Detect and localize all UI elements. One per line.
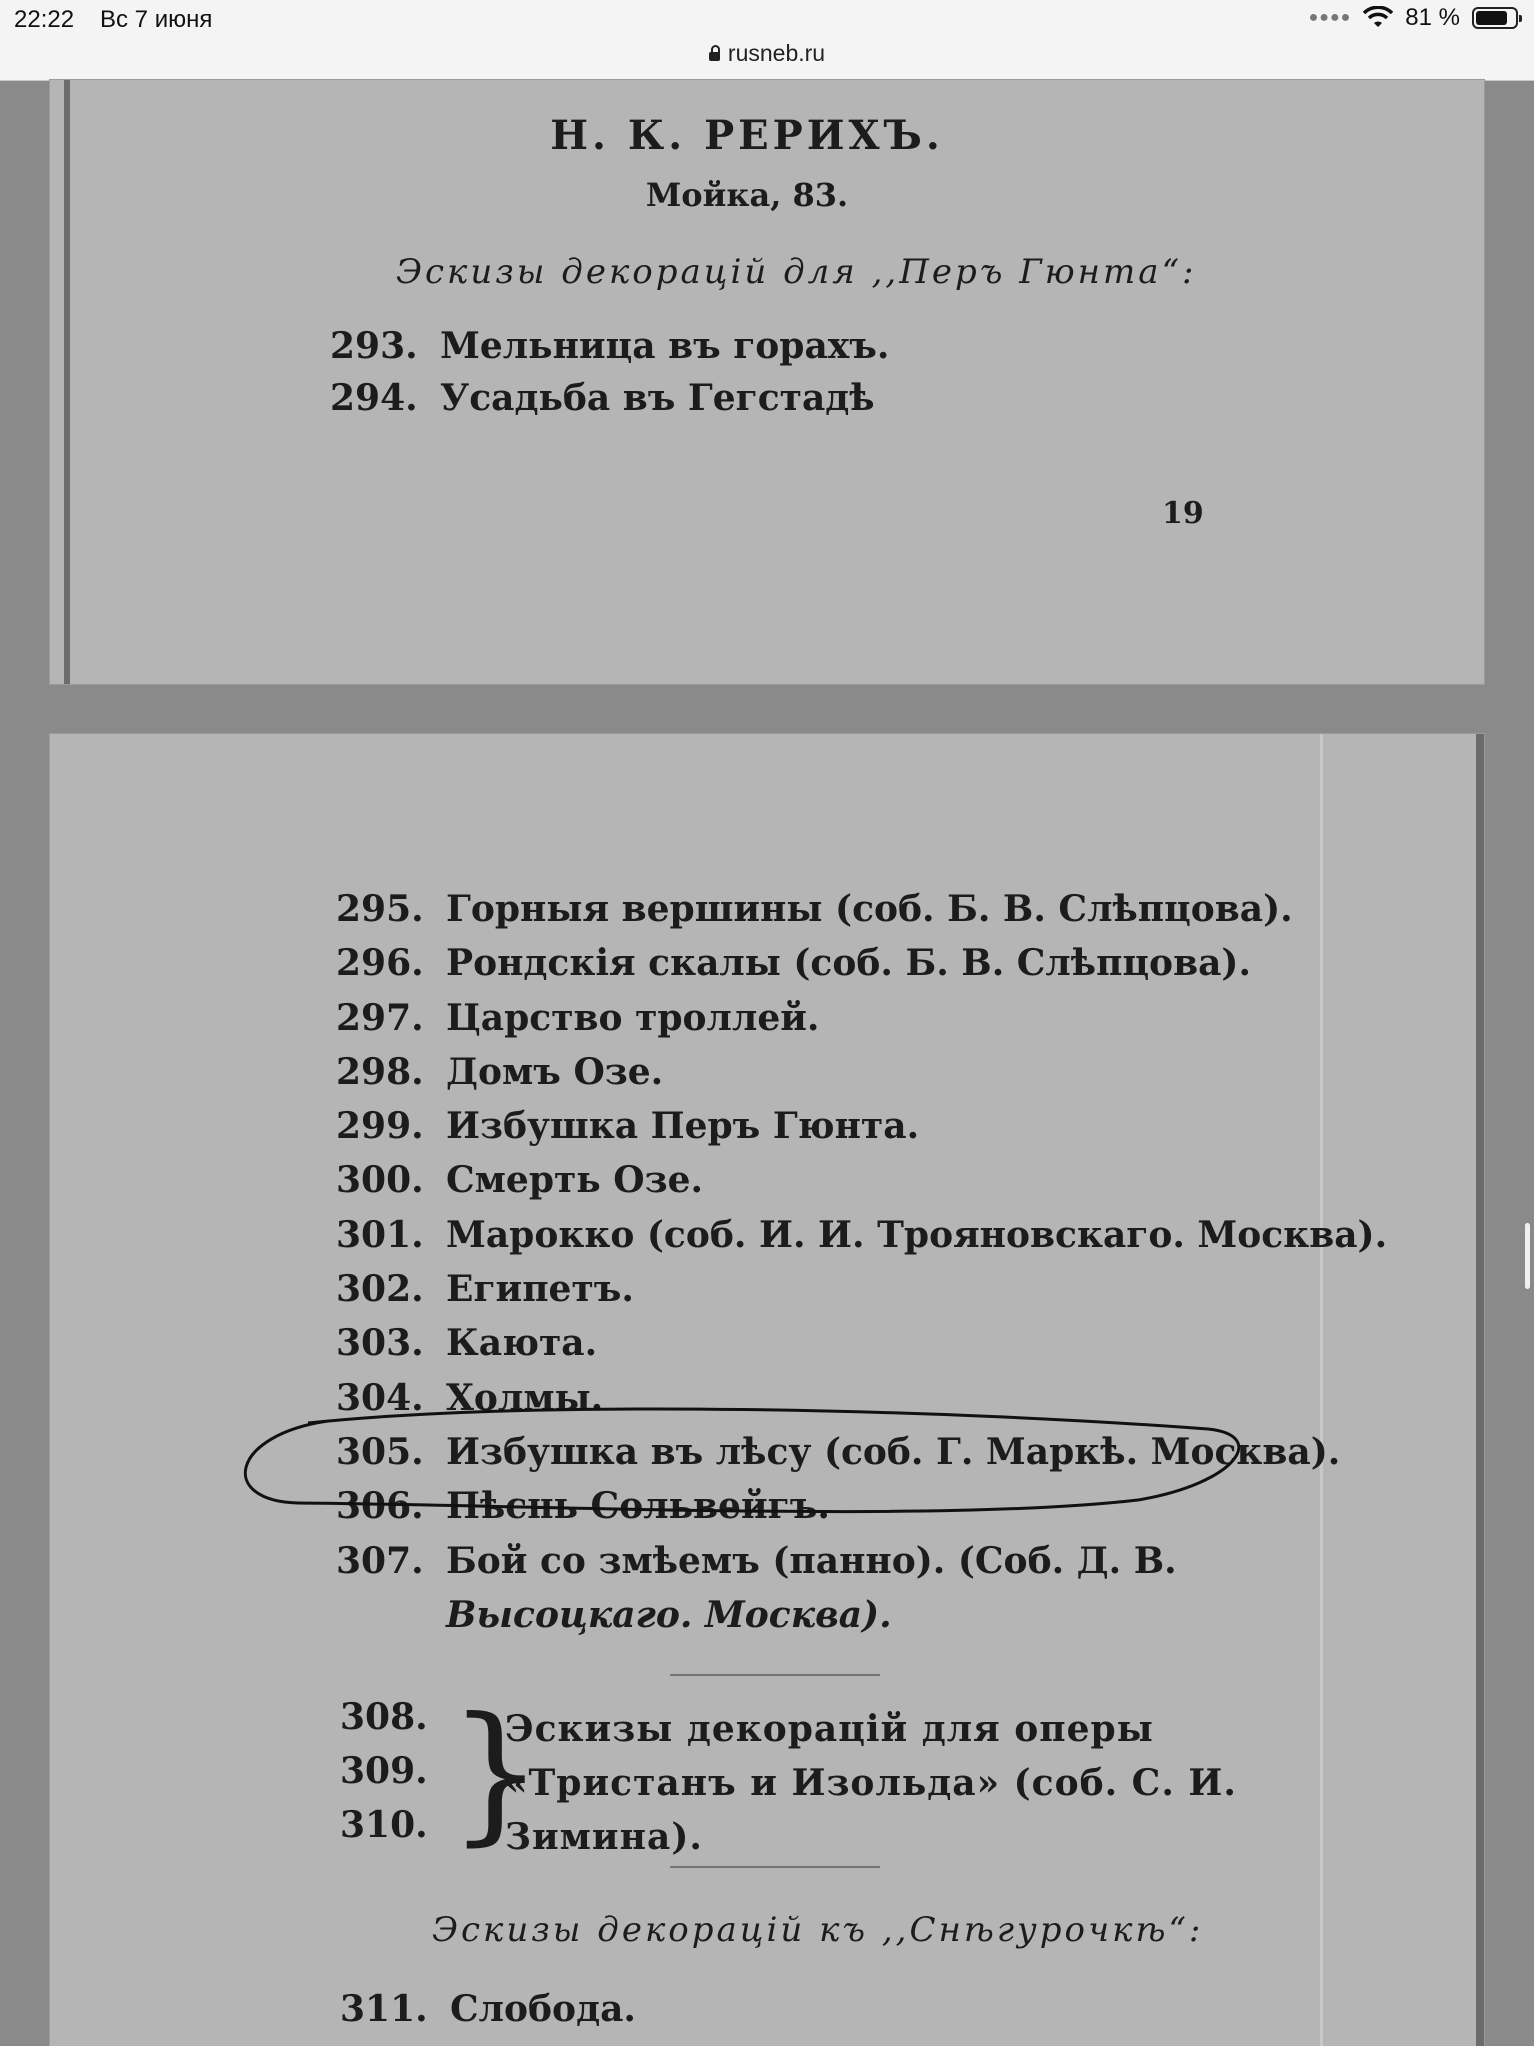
url-text: rusneb.ru	[727, 40, 826, 66]
author-address: Мойка, 83.	[645, 176, 849, 214]
status-indicators	[1309, 4, 1518, 32]
list-item: 301. Марокко (соб. И. И. Трояновскаго. Москва).	[336, 1213, 1388, 1256]
list-item-continuation: Высоцкаго. Москва).	[446, 1593, 892, 1636]
list-item: 303. Каюта.	[336, 1322, 598, 1365]
list-item: 304. Холмы.	[336, 1376, 604, 1419]
list-item-highlighted: 305. Избушка въ лѣсу (соб. Г. Маркѣ. Москва).	[336, 1430, 1341, 1473]
clock: 22:22	[14, 6, 75, 33]
status-bar	[0, 0, 1534, 81]
multitasking-dots-icon[interactable]: ●●●●	[1308, 9, 1352, 26]
list-item: 299. Избушка Перъ Гюнта.	[336, 1105, 920, 1148]
list-item: 300. Смерть Озе.	[336, 1159, 704, 1202]
scanned-page-20	[50, 734, 1484, 2046]
list-item: 297. Царство троллей.	[336, 996, 820, 1039]
entry-list	[330, 320, 889, 424]
section-title: Эскизы декорацій къ ,,Снѣгурочкѣ“:	[432, 1910, 1204, 1950]
list-item: 294. Усадьба въ Гегстадѣ	[330, 377, 875, 419]
curly-brace: }	[448, 1686, 544, 1860]
list-item: 302. Египетъ.	[336, 1268, 634, 1311]
list-item: 306. Пѣснь Сольвейгъ.	[336, 1485, 830, 1528]
address-bar[interactable]	[0, 40, 1534, 67]
battery-percent: 81 %	[1405, 4, 1460, 31]
section-title: Эскизы декорацій для ,,Перъ Гюнта“:	[396, 252, 1197, 292]
author-heading: Н. К. РЕРИХЪ.	[550, 112, 944, 159]
list-item: 307. Бой со змѣемъ (панно). (Соб. Д. В.	[336, 1539, 1177, 1582]
list-item: 298. Домъ Озе.	[336, 1050, 664, 1093]
page-number: 19	[1162, 496, 1204, 531]
page-edge	[1476, 734, 1484, 2046]
split-view-handle[interactable]	[1525, 1223, 1530, 1289]
date: Вс 7 июня	[100, 6, 213, 33]
list-item: 296. Рондскія скалы (соб. Б. В. Слѣпцова).	[336, 942, 1251, 985]
entry-list	[340, 1982, 636, 2036]
lock-icon	[709, 52, 720, 61]
entry-list	[336, 882, 1387, 1642]
wifi-icon	[1363, 6, 1393, 30]
battery-icon	[1472, 7, 1518, 29]
separator-line	[670, 1674, 880, 1676]
list-item: 293. Мельница въ горахъ.	[330, 325, 890, 367]
page-binding-edge	[64, 80, 70, 684]
separator-line	[670, 1866, 880, 1868]
group-numbers: 308. 309. 310.	[340, 1696, 428, 1846]
group-description: Эскизы декорацій для оперы «Тристанъ и Изольда» (соб. С. И. Зимина).	[505, 1708, 1237, 1858]
list-item: 311. Слобода.	[340, 1988, 636, 2030]
scanned-page-19	[50, 80, 1484, 684]
list-item: 295. Горныя вершины (соб. Б. В. Слѣпцова).	[336, 888, 1293, 930]
